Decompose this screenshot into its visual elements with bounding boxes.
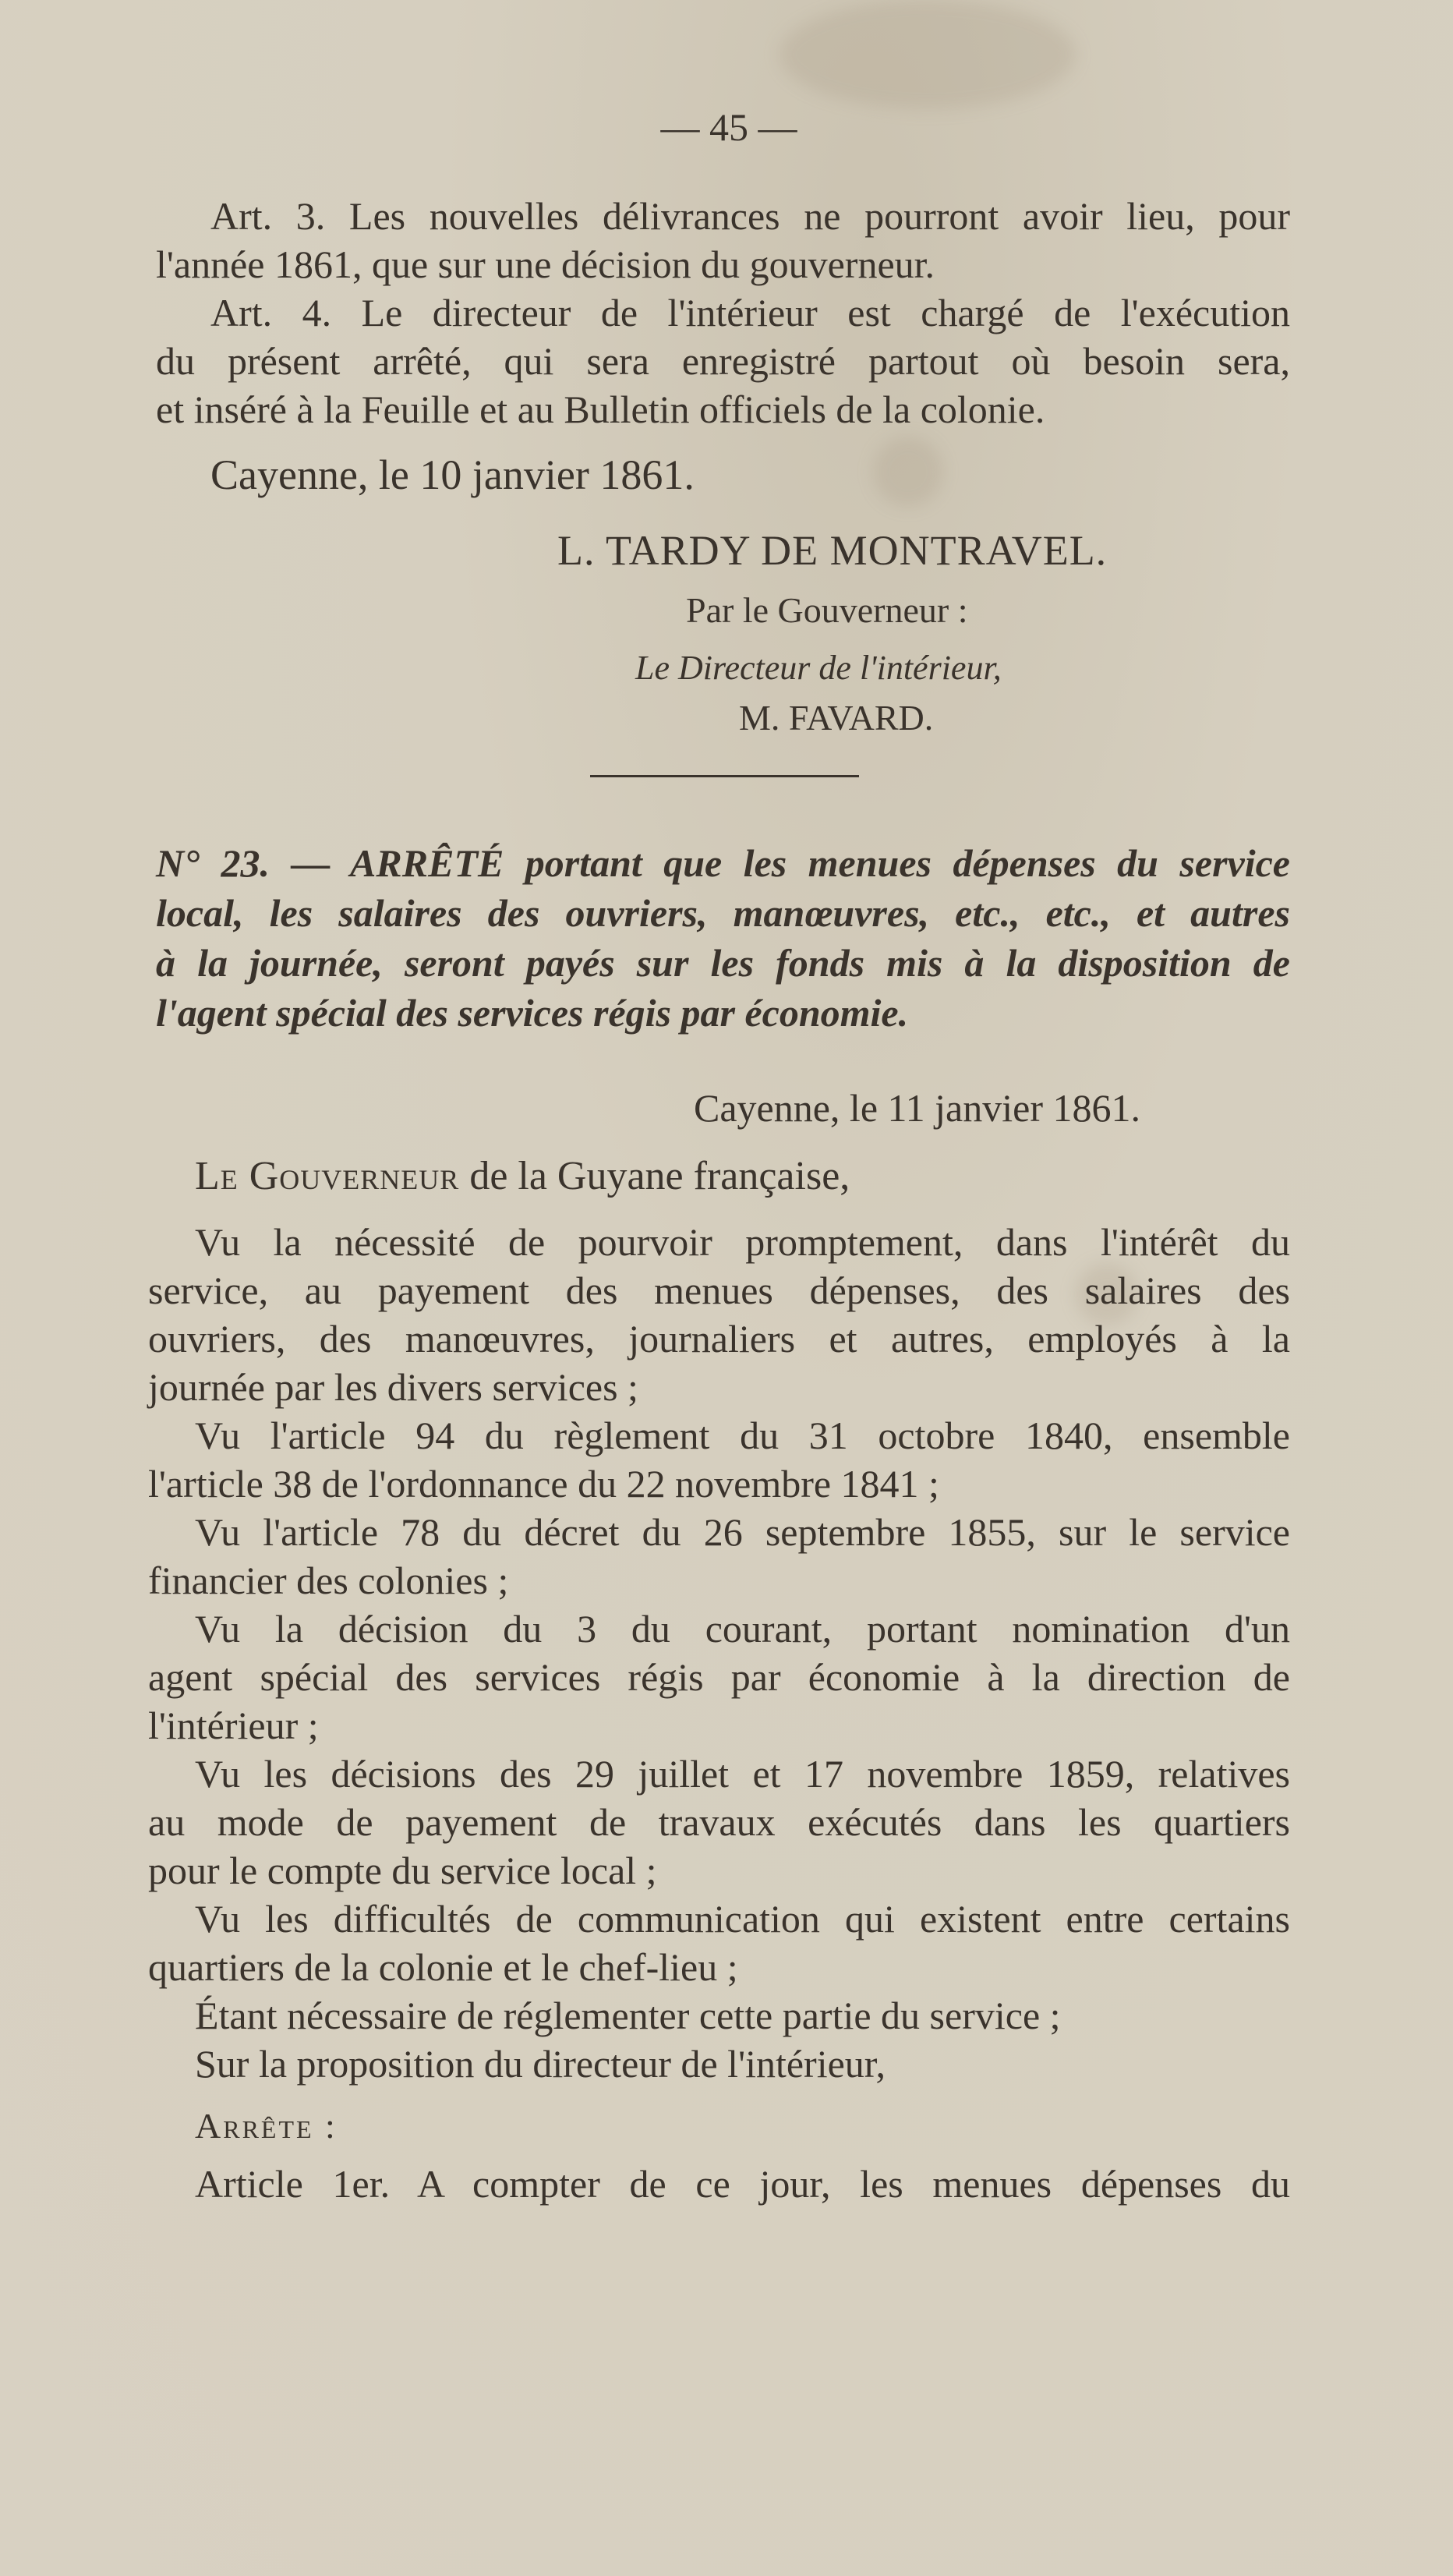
separator-rule bbox=[590, 775, 859, 777]
sur-line: Sur la proposition du directeur de l'intérieur, bbox=[195, 2042, 886, 2086]
decree-title-line-3: à la journée, seront payés sur les fonds mis à la disposition de bbox=[156, 941, 1290, 985]
gouverneur-rest: de la Guyane française, bbox=[459, 1154, 850, 1198]
par-le-gouverneur: Par le Gouverneur : bbox=[686, 590, 968, 630]
vu1-line-3: ouvriers, des manœuvres, journaliers et autres, employés à la bbox=[148, 1317, 1290, 1361]
art3-line-2: l'année 1861, que sur une décision du gouverneur. bbox=[156, 242, 935, 286]
date-line-2: Cayenne, le 11 janvier 1861. bbox=[694, 1086, 1140, 1130]
vu4-line-3: l'intérieur ; bbox=[148, 1704, 319, 1747]
vu2-line-1: Vu l'article 94 du règlement du 31 octobre 1840, ensemble bbox=[195, 1414, 1290, 1457]
arrete-heading: Arrête : bbox=[195, 2106, 338, 2146]
paper-stain bbox=[873, 437, 943, 507]
vu4-line-1: Vu la décision du 3 du courant, portant nomination d'un bbox=[195, 1607, 1290, 1651]
vu6-line-1: Vu les difficultés de communication qui existent entre certains bbox=[195, 1897, 1290, 1941]
vu5-line-1: Vu les décisions des 29 juillet et 17 novembre 1859, relatives bbox=[195, 1752, 1290, 1796]
decree-title-line-2: local, les salaires des ouvriers, manœuvres, etc., etc., et autres bbox=[156, 891, 1290, 935]
art4-line-3: et inséré à la Feuille et au Bulletin officiels de la colonie. bbox=[156, 387, 1045, 431]
vu1-line-4: journée par les divers services ; bbox=[148, 1365, 638, 1409]
etant-line: Étant nécessaire de réglementer cette partie du service ; bbox=[195, 1994, 1061, 2037]
vu5-line-3: pour le compte du service local ; bbox=[148, 1849, 657, 1892]
preamble bbox=[195, 1152, 850, 1201]
vu1-line-1: Vu la nécessité de pourvoir promptement, dans l'intérêt du bbox=[195, 1220, 1290, 1264]
art3-line-1: Art. 3. Les nouvelles délivrances ne pourront avoir lieu, pour bbox=[210, 194, 1290, 238]
article1-line: Article 1er. A compter de ce jour, les menues dépenses du bbox=[195, 2162, 1290, 2206]
decree-title-line-4: l'agent spécial des services régis par économie. bbox=[156, 991, 909, 1035]
paper-stain bbox=[780, 0, 1076, 109]
gouverneur-smallcaps: Le Gouverneur bbox=[195, 1154, 460, 1198]
vu1-line-2: service, au payement des menues dépenses, des salaires des bbox=[148, 1269, 1290, 1312]
signatory-name: L. TARDY DE MONTRAVEL. bbox=[557, 527, 1108, 574]
vu3-line-1: Vu l'article 78 du décret du 26 septembre 1855, sur le service bbox=[195, 1510, 1290, 1554]
vu4-line-2: agent spécial des services régis par économie à la direction de bbox=[148, 1655, 1290, 1699]
page-number: — 45 — bbox=[660, 105, 797, 149]
decree-title-line-1: N° 23. — ARRÊTÉ portant que les menues dépenses du service bbox=[156, 841, 1290, 885]
directeur-role: Le Directeur de l'intérieur, bbox=[635, 649, 1002, 687]
vu2-line-2: l'article 38 de l'ordonnance du 22 novembre 1841 ; bbox=[148, 1462, 939, 1506]
date-line-1: Cayenne, le 10 janvier 1861. bbox=[210, 451, 695, 498]
vu3-line-2: financier des colonies ; bbox=[148, 1559, 509, 1602]
art4-line-1: Art. 4. Le directeur de l'intérieur est chargé de l'exécution bbox=[210, 291, 1290, 334]
vu6-line-2: quartiers de la colonie et le chef-lieu ; bbox=[148, 1945, 738, 1989]
vu5-line-2: au mode de payement de travaux exécutés dans les quartiers bbox=[148, 1800, 1290, 1844]
signer-name: M. FAVARD. bbox=[739, 698, 934, 738]
art4-line-2: du présent arrêté, qui sera enregistré partout où besoin sera, bbox=[156, 339, 1290, 383]
